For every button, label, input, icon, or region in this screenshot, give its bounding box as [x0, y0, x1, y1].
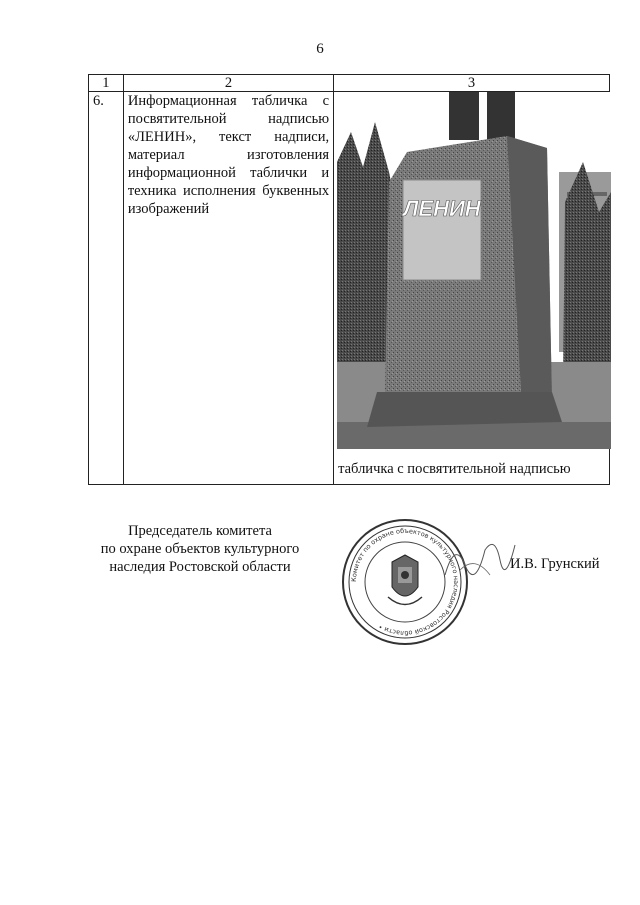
photo-cell: [334, 92, 610, 485]
signer-title-line: наследия Ростовской области: [109, 559, 291, 575]
row-number: 6.: [89, 92, 124, 485]
column-header: 3: [334, 75, 610, 92]
column-header: 2: [123, 75, 333, 92]
signer-title-line: Председатель комитета: [128, 523, 272, 539]
signer-title: [80, 522, 320, 576]
svg-text:ЛЕНИН: ЛЕНИН: [403, 196, 481, 221]
signer-name: И.В. Грунский: [510, 556, 600, 572]
photo-caption: табличка с посвятительной надписью: [338, 461, 571, 477]
handwritten-signature: [440, 530, 520, 590]
object-table: [88, 74, 610, 485]
table-header-row: [89, 75, 610, 92]
row-description: Информационная табличка с посвятительной надписью «ЛЕНИН», текст надписи, материал изготовления информационной таблички и техника исполнения буквенных изображений: [123, 92, 333, 485]
column-header: 1: [89, 75, 124, 92]
page-number: 6: [316, 41, 324, 57]
table-row: [89, 92, 610, 485]
monument-photo: [337, 92, 611, 449]
svg-text:Комитет по охране объектов кул: Комитет по охране объектов культурного наследия Ростовской области •: [349, 526, 461, 638]
signer-title-line: по охране объектов культурного: [100, 541, 300, 557]
